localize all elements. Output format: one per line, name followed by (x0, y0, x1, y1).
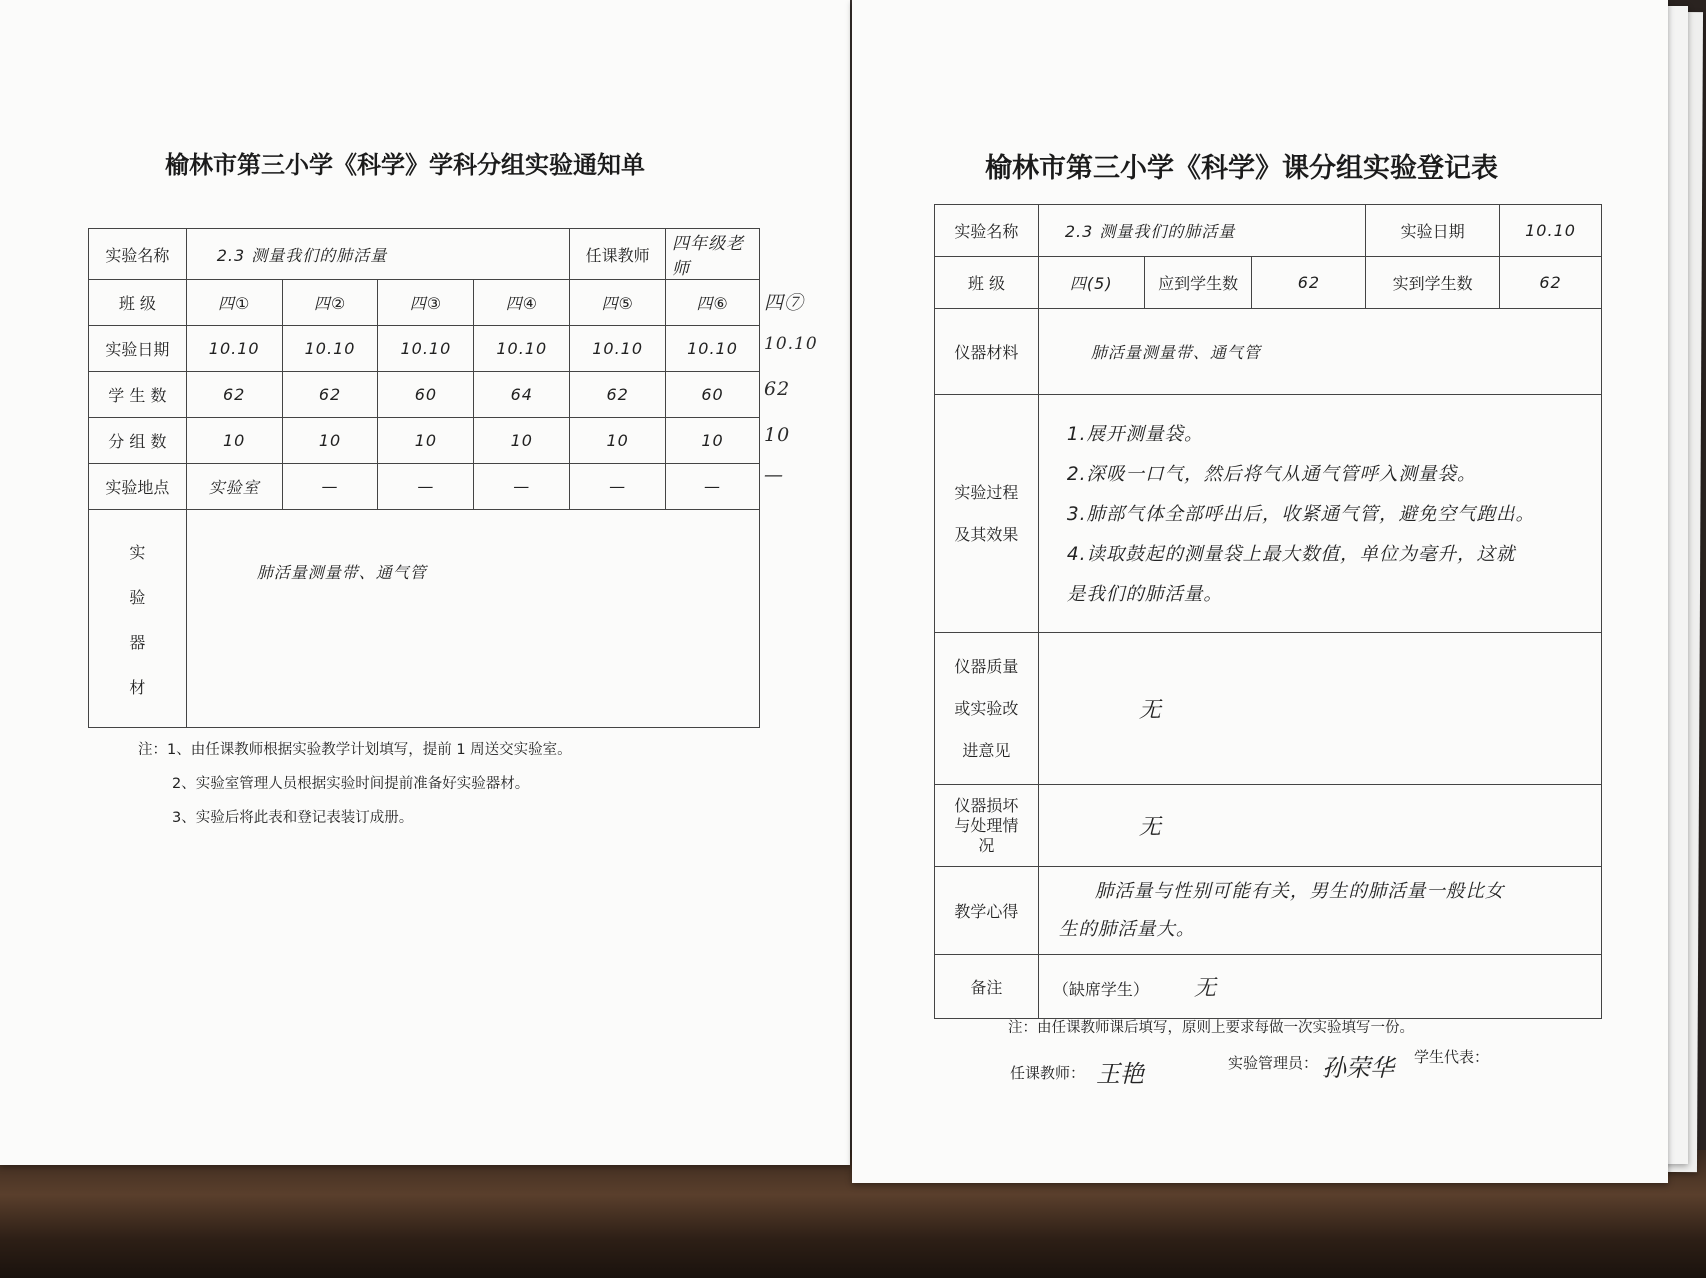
table-row (89, 510, 760, 728)
label-process (935, 395, 1039, 633)
location-cell: 实验室 (186, 464, 282, 510)
label-class: 班 级 (89, 280, 187, 326)
label-char: 实 (129, 542, 146, 562)
groups-cell-extra: 10 (764, 424, 791, 446)
students-cell: 60 (378, 372, 474, 418)
admin-signature-label: 实验管理员： (1228, 1054, 1319, 1072)
label-expected: 应到学生数 (1144, 257, 1252, 309)
table-row (89, 372, 760, 418)
table-row (89, 326, 760, 372)
note-line: 2、实验室管理人员根据实验时间提前准备好实验器材。 (172, 776, 530, 792)
note-line: 注：1、由任课教师根据实验教学计划填写，提前 1 周送交实验室。 (138, 742, 572, 758)
date-cell: 10.10 (474, 326, 570, 372)
groups-cell: 10 (474, 418, 570, 464)
table-row (935, 955, 1602, 1019)
table-row (89, 464, 760, 510)
notice-sheet (0, 0, 850, 1165)
label-line: 与处理情 (954, 815, 1019, 835)
groups-cell: 10 (666, 418, 760, 464)
date-cell: 10.10 (378, 326, 474, 372)
table-row (935, 395, 1602, 633)
location-cell: — (378, 464, 474, 510)
materials-value: 肺活量测量带、通气管 (1038, 309, 1601, 395)
expected-value: 62 (1252, 257, 1366, 309)
reflection-line: 肺活量与性别可能有关，男生的肺活量一般比女 (1094, 880, 1505, 902)
label-quality (935, 633, 1039, 785)
students-cell: 62 (282, 372, 378, 418)
label-reflection: 教学心得 (935, 867, 1039, 955)
label-date: 实验日期 (1366, 205, 1500, 257)
register-sheet (852, 0, 1668, 1183)
location-cell-extra: — (764, 464, 784, 486)
experiment-name-value: 2.3 测量我们的肺活量 (186, 229, 569, 280)
table-row (935, 205, 1602, 257)
class-cell: 四① (186, 280, 282, 326)
label-line: 或实验改 (954, 698, 1019, 718)
label-class: 班 级 (935, 257, 1039, 309)
table-row (935, 257, 1602, 309)
date-cell: 10.10 (186, 326, 282, 372)
absent-value: 无 (1193, 976, 1217, 1001)
class-cell: 四④ (474, 280, 570, 326)
date-cell: 10.10 (666, 326, 760, 372)
teacher-signature: 王艳 (1096, 1060, 1144, 1088)
label-line: 实验过程 (954, 482, 1019, 502)
process-value (1038, 395, 1601, 633)
location-cell: — (474, 464, 570, 510)
student-rep-label: 学生代表： (1414, 1048, 1490, 1066)
label-char: 材 (129, 677, 146, 697)
label-char: 验 (129, 587, 146, 607)
groups-cell: 10 (570, 418, 666, 464)
class-cell: 四③ (378, 280, 474, 326)
class-cell-extra: 四⑦ (764, 292, 805, 314)
notice-table (88, 228, 760, 728)
table-row (935, 309, 1602, 395)
class-value: 四(5) (1038, 257, 1144, 309)
date-cell: 10.10 (570, 326, 666, 372)
label-students: 学 生 数 (89, 372, 187, 418)
process-step: 3.肺部气体全部呼出后，收紧通气管，避免空气跑出。 (1066, 504, 1535, 525)
groups-cell: 10 (186, 418, 282, 464)
class-cell: 四⑤ (570, 280, 666, 326)
location-cell: — (666, 464, 760, 510)
label-groups: 分 组 数 (89, 418, 187, 464)
teacher-signature-label: 任课教师： (1010, 1064, 1086, 1082)
remarks-value (1038, 955, 1601, 1019)
label-line: 及其效果 (954, 524, 1019, 544)
label-experiment-name: 实验名称 (935, 205, 1039, 257)
quality-value: 无 (1038, 633, 1601, 785)
reflection-value (1038, 867, 1601, 955)
table-row (89, 229, 760, 280)
label-teacher: 任课教师 (570, 229, 666, 280)
date-cell: 10.10 (282, 326, 378, 372)
label-line: 仪器质量 (954, 656, 1019, 676)
label-location: 实验地点 (89, 464, 187, 510)
note-line: 3、实验后将此表和登记表装订成册。 (172, 810, 414, 826)
table-row (935, 785, 1602, 867)
actual-value: 62 (1500, 257, 1602, 309)
process-step: 1.展开测量袋。 (1066, 424, 1204, 445)
location-cell: — (570, 464, 666, 510)
location-cell: — (282, 464, 378, 510)
students-cell: 60 (666, 372, 760, 418)
label-line: 进意见 (962, 740, 1011, 760)
absent-label: （缺席学生） (1052, 980, 1149, 999)
table-row (89, 418, 760, 464)
students-cell: 62 (570, 372, 666, 418)
students-cell: 64 (474, 372, 570, 418)
date-value: 10.10 (1500, 205, 1602, 257)
process-step: 4.读取鼓起的测量袋上最大数值，单位为毫升，这就 (1066, 544, 1516, 565)
class-cell: 四⑥ (666, 280, 760, 326)
class-cell: 四② (282, 280, 378, 326)
process-step: 是我们的肺活量。 (1066, 584, 1223, 605)
notice-title: 榆林市第三小学《科学》学科分组实验通知单 (165, 151, 645, 179)
register-title: 榆林市第三小学《科学》课分组实验登记表 (985, 153, 1498, 184)
table-row (935, 633, 1602, 785)
groups-cell: 10 (378, 418, 474, 464)
footer-note: 注：由任课教师课后填写，原则上要求每做一次实验填写一份。 (1008, 1020, 1414, 1036)
damage-value: 无 (1038, 785, 1601, 867)
label-line: 仪器损坏 (954, 795, 1019, 815)
table-row (935, 867, 1602, 955)
label-remarks: 备注 (935, 955, 1039, 1019)
table-row (89, 280, 760, 326)
admin-signature: 孙荣华 (1322, 1054, 1394, 1082)
label-char: 器 (129, 632, 146, 652)
teacher-value: 四年级老师 (666, 229, 760, 280)
label-actual: 实到学生数 (1366, 257, 1500, 309)
groups-cell: 10 (282, 418, 378, 464)
equipment-value: 肺活量测量带、通气管 (186, 510, 759, 728)
register-table (934, 204, 1602, 1019)
date-cell-extra: 10.10 (764, 334, 818, 354)
students-cell: 62 (186, 372, 282, 418)
reflection-line: 生的肺活量大。 (1058, 918, 1196, 940)
label-line: 况 (978, 835, 995, 855)
label-materials: 仪器材料 (935, 309, 1039, 395)
label-damage (935, 785, 1039, 867)
label-date: 实验日期 (89, 326, 187, 372)
experiment-name-value: 2.3 测量我们的肺活量 (1038, 205, 1365, 257)
label-experiment-name: 实验名称 (89, 229, 187, 280)
label-equipment (89, 510, 187, 728)
process-step: 2.深吸一口气，然后将气从通气管呼入测量袋。 (1066, 464, 1477, 485)
students-cell-extra: 62 (764, 378, 791, 400)
